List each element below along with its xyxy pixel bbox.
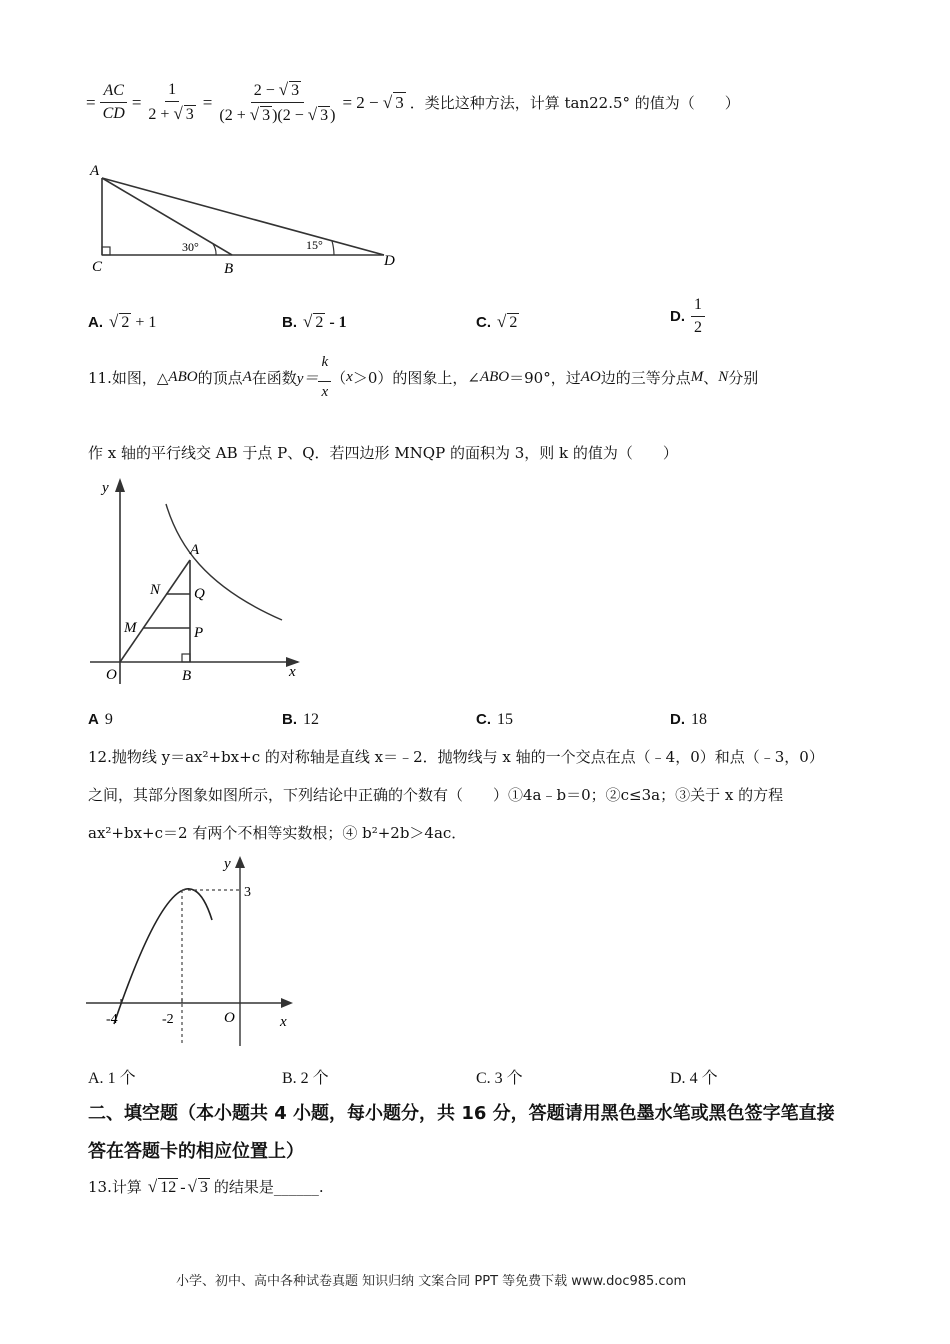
q12-line2: 之间，其部分图象如图所示，下列结论中正确的个数有（ ）①4a﹣b＝0；②c≤3a；③关于 x 的方程 [88,786,784,804]
label-d: D [384,253,395,269]
angle-30-label: 30° [182,240,199,254]
radicand-3: 3 [199,1178,208,1196]
q11-option-c[interactable]: C. 15 [476,711,513,728]
fraction-k-over-x: $\frac{k}{x}$ [318,354,331,401]
fraction-1-over-2-plus-root3 [145,81,198,124]
axis-x-label: x [280,1014,287,1030]
q11-line2: 作 x 轴的平行线交 AB 于点 P、Q．若四边形 MNQP 的面积为 3，则 k 的值为（ ） [88,444,678,462]
angle-15-label: 15° [306,238,323,252]
fraction-denominator: (2 + √ 3 )(2 − √ 3 ) [219,105,336,124]
q11-option-a[interactable]: A 9 [88,711,113,728]
q11-line1: 11.如图，△ ABO 的顶点 A 在函数 y＝ $\frac{k}{x}$ （ x ＞0）的图象上，∠ ABO ＝90°，过 AO 边的三等分点 M 、 N 分别 [88,354,759,400]
section2-title-line1: 二、填空题（本小题共 4 小题，每小题分，共 16 分，答题请用黑色墨水笔或黑色签字笔直接 [88,1103,835,1124]
label-minus-2: -2 [162,1012,174,1027]
label-b: B [224,261,234,277]
label-m: M [124,620,137,636]
eq-sign: = [131,92,142,112]
label-3: 3 [244,885,251,900]
fraction-numerator: AC [100,82,126,103]
q12-option-b[interactable]: B. 2 个 [282,1070,329,1087]
fraction-denominator: 2 + √ 3 [148,104,194,123]
fraction-one-half: $\frac{1}{2}$ [691,296,705,337]
fraction-numerator: 2 − √ 3 [251,80,304,103]
label-minus-4: -4 [106,1012,118,1027]
axis-x-label: x [289,664,296,680]
radicand-12: 12 [160,1178,177,1196]
q11-option-b[interactable]: B. 12 [282,711,319,728]
q10-option-d[interactable]: D. $\frac{1}{2}$ [670,296,705,337]
eq-sign: = [202,92,213,112]
q12-parabola-figure [84,850,300,1050]
q10-question-text: ．类比这种方法，计算 tan22.5° 的值为（ ） [409,94,740,112]
eq-sign: = [86,92,96,112]
q11-option-d[interactable]: D. 18 [670,711,707,728]
label-b: B [182,668,192,684]
section2-title-line2: 答在答题卡的相应位置上） [88,1141,304,1162]
q12-option-a[interactable]: A. 1 个 [88,1070,136,1087]
fraction-numerator: 1 [165,81,179,102]
q12-line3: ax²+bx+c＝2 有两个不相等实数根；④ b²+2b＞4ac． [88,824,467,842]
label-p: P [194,625,204,641]
q12-line1: 12.抛物线 y＝ax²+bx+c 的对称轴是直线 x＝﹣2．抛物线与 x 轴的一个交点在点（﹣4，0）和点（﹣3，0） [88,748,824,766]
radicand: 3 [185,106,194,123]
q12-option-c[interactable]: C. 3 个 [476,1070,523,1087]
q10-triangle-figure [86,158,406,278]
label-o: O [224,1010,235,1026]
label-a: A [90,163,100,179]
fraction-rationalized [216,80,338,125]
label-n: N [150,582,161,598]
label-a: A [190,542,200,558]
q10-option-a[interactable]: A. √ 2 + 1 [88,312,157,331]
fraction-ac-cd [100,82,128,123]
q10-option-c[interactable]: C. √ 2 [476,312,518,331]
label-q: Q [194,586,205,602]
label-o: O [106,667,117,683]
page-footer: 小学、初中、高中各种试卷真题 知识归纳 文案合同 PPT 等免费下载 www.doc985.com [176,1274,687,1289]
q12-option-d[interactable]: D. 4 个 [670,1070,718,1087]
q10-option-b[interactable]: B. √ 2 - 1 [282,312,347,331]
q13-line: 13.计算 √ 12 - √ 3 的结果是______. [88,1176,324,1196]
axis-y-label: y [224,856,231,872]
q10-formula-line [86,80,740,125]
label-c: C [92,259,103,275]
result: = 2 − √ 3 [342,93,404,112]
axis-y-label: y [102,480,109,496]
q11-hyperbola-figure [86,474,316,692]
fraction-denominator: CD [102,105,125,122]
